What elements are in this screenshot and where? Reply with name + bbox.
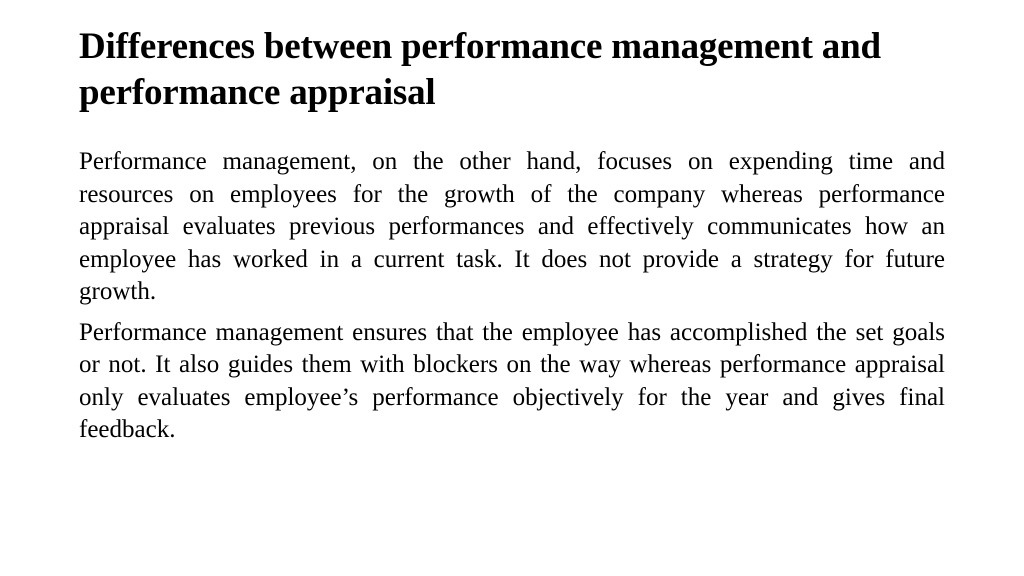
paragraph-performance-management-focus: Performance management, on the other hand, focuses on expending time and resources on employees for the growth of the company whereas performance appraisal evaluates previous performances and effectively communicates how an employee has worked in a current task. It does not provide a strategy for future growth. [79,148,945,305]
slide-body [79,146,945,455]
slide-title: Differences between performance management and performance appraisal [79,26,881,113]
paragraph-performance-management-goals: Performance management ensures that the employee has accomplished the set goals or not. It also guides them with blockers on the way whereas performance appraisal only evaluates employee’s performance objectively for the year and gives final feedback. [79,318,945,443]
